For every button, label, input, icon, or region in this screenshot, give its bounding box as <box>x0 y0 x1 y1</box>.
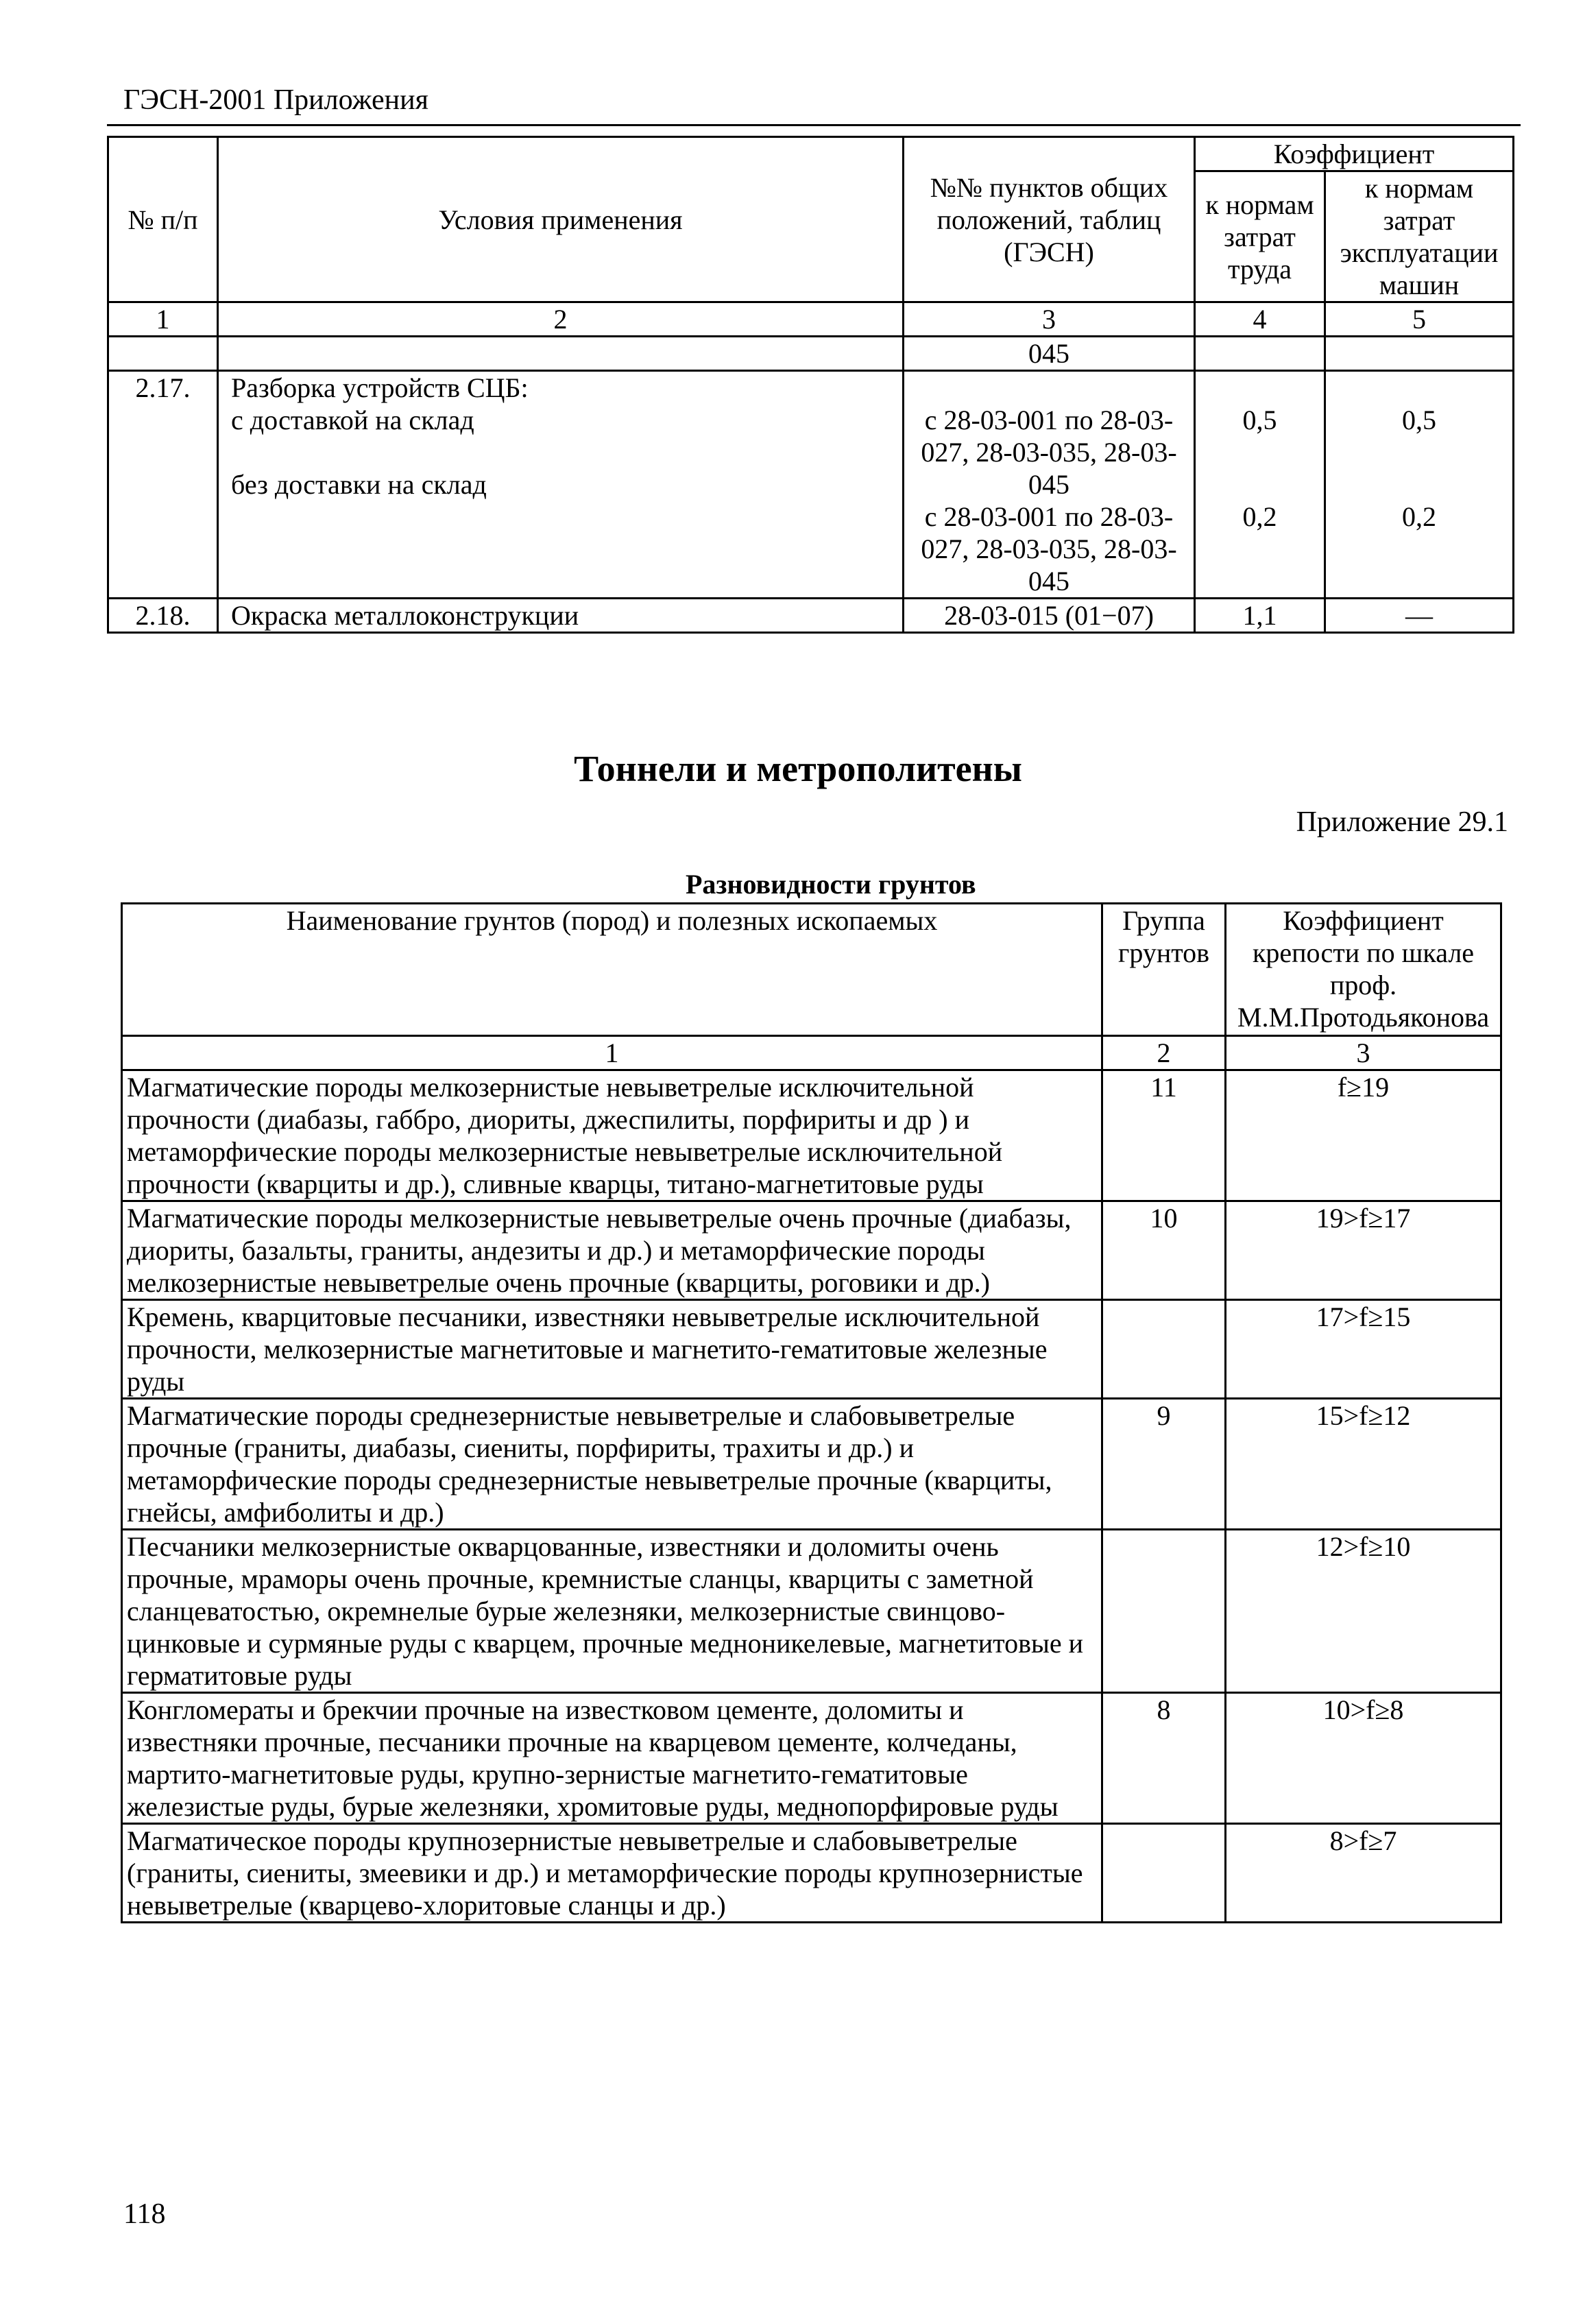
header-conditions: Условия применения <box>218 137 904 302</box>
soil-name: Магматические породы среднезернистые невыветрелые и слабовыветрелые прочные (граниты, диабазы, сиениты, порфириты, трахиты и др.) и метаморфические породы среднезернистые невыветрелые прочные (кварциты, гнейсы, амфиболиты и др.) <box>122 1399 1102 1530</box>
row-title: Окраска металлоконструкции <box>218 599 904 633</box>
table-row <box>122 1201 1501 1300</box>
soil-group <box>1102 1530 1226 1693</box>
running-head: ГЭСН-2001 Приложения <box>123 84 428 116</box>
table-row <box>122 1824 1501 1923</box>
appendix-label: Приложение 29.1 <box>1296 806 1508 838</box>
header-name: Наименование грунтов (пород) и полезных ископаемых <box>122 904 1102 1036</box>
table-row <box>108 599 1514 633</box>
table-row <box>108 337 1514 371</box>
hardness-coefficient: 10>f≥8 <box>1226 1693 1501 1824</box>
sub-label: без доставки на склад <box>231 469 487 500</box>
column-number-row <box>122 1036 1501 1070</box>
row-number: 2.18. <box>108 599 218 633</box>
soil-name: Магматическое породы крупнозернистые невыветрелые и слабовыветрелые (граниты, сиениты, змеевики и др.) и метаморфические породы крупнозернистые невыветрелые (кварцево-хлоритовые сланцы и др.) <box>122 1824 1102 1923</box>
soil-group: 10 <box>1102 1201 1226 1300</box>
header-coef-machines: к нормам затрат эксплуатации машин <box>1325 171 1514 302</box>
soil-name: Конгломераты и брекчии прочные на известковом цементе, доломиты и известняки прочные, песчаники прочные на кварцевом цементе, колчеданы, мартито-магнетитовые руды, крупно-зернистые магнетито-гематитовые железистые руды, бурые железняки, хромитовые руды, меднопорфировые руды <box>122 1693 1102 1824</box>
sub-ref: с 28-03-001 по 28-03-027, 28-03-035, 28-03-045 <box>921 405 1177 500</box>
header-refs: №№ пунктов общих положений, таблиц (ГЭСН) <box>904 137 1195 302</box>
soil-group: 8 <box>1102 1693 1226 1824</box>
hardness-coefficient: 17>f≥15 <box>1226 1300 1501 1399</box>
column-number: 3 <box>904 302 1195 337</box>
table-row <box>122 1300 1501 1399</box>
table-row <box>122 1399 1501 1530</box>
soil-types-table <box>121 902 1502 1923</box>
column-number: 4 <box>1195 302 1325 337</box>
coef-machines: — <box>1325 599 1514 633</box>
coef-labor: 0,2 <box>1242 501 1277 532</box>
hardness-coefficient: 15>f≥12 <box>1226 1399 1501 1530</box>
column-number: 1 <box>108 302 218 337</box>
soil-group <box>1102 1824 1226 1923</box>
coef-labor: 1,1 <box>1195 599 1325 633</box>
hardness-coefficient: f≥19 <box>1226 1070 1501 1201</box>
column-number-row <box>108 302 1514 337</box>
table-header-row <box>108 137 1514 171</box>
table-caption: Разновидности грунтов <box>686 869 976 900</box>
header-coef-labor: к нормам затрат труда <box>1195 171 1325 302</box>
soil-group: 11 <box>1102 1070 1226 1201</box>
column-number: 3 <box>1226 1036 1501 1070</box>
row-ref: 28-03-015 (01−07) <box>904 599 1195 633</box>
header-rule <box>107 124 1521 126</box>
column-number: 2 <box>218 302 904 337</box>
soil-name: Магматические породы мелкозернистые невыветрелые исключительной прочности (диабазы, габбро, диориты, джеспилиты, порфириты и др ) и метаморфические породы мелкозернистые невыветрелые исключительной прочности (кварциты и др.), сливные кварцы, титано-магнетитовые руды <box>122 1070 1102 1201</box>
header-num: № п/п <box>108 137 218 302</box>
section-title: Тоннели и метрополитены <box>574 748 1022 789</box>
conditions-table <box>107 136 1514 634</box>
row-title: Разборка устройств СЦБ: <box>231 372 529 403</box>
table-row <box>122 1070 1501 1201</box>
hardness-coefficient: 19>f≥17 <box>1226 1201 1501 1300</box>
row-number: 2.17. <box>108 371 218 599</box>
continued-ref: 045 <box>904 337 1195 371</box>
soil-group <box>1102 1300 1226 1399</box>
sub-label: с доставкой на склад <box>231 405 474 435</box>
hardness-coefficient: 12>f≥10 <box>1226 1530 1501 1693</box>
table-row <box>122 1530 1501 1693</box>
coef-machines: 0,2 <box>1402 501 1436 532</box>
soil-name: Кремень, кварцитовые песчаники, известняки невыветрелые исключительной прочности, мелкозернистые магнетитовые и магнетито-гематитовые железные руды <box>122 1300 1102 1399</box>
coef-labor: 0,5 <box>1242 405 1277 435</box>
soil-name: Магматические породы мелкозернистые невыветрелые очень прочные (диабазы, диориты, базальты, граниты, андезиты и др.) и метаморфические породы мелкозернистые невыветрелые очень прочные (кварциты, роговики и др.) <box>122 1201 1102 1300</box>
column-number: 5 <box>1325 302 1514 337</box>
soil-group: 9 <box>1102 1399 1226 1530</box>
coef-machines: 0,5 <box>1402 405 1436 435</box>
table-header-row <box>122 904 1501 1036</box>
soil-name: Песчаники мелкозернистые окварцованные, известняки и доломиты очень прочные, мраморы очень прочные, кремнистые сланцы, кварциты с заметной сланцеватостью, окремнелые бурые железняки, мелкозернистые свинцово-цинковые и сурмяные руды с кварцем, прочные медноникелевые, магнетитовые и герматитовые руды <box>122 1530 1102 1693</box>
header-coef: Коэффициент крепости по шкале проф. М.М.Протодьяконова <box>1226 904 1501 1036</box>
table-row <box>122 1693 1501 1824</box>
column-number: 2 <box>1102 1036 1226 1070</box>
header-group: Группа грунтов <box>1102 904 1226 1036</box>
hardness-coefficient: 8>f≥7 <box>1226 1824 1501 1923</box>
sub-ref: с 28-03-001 по 28-03-027, 28-03-035, 28-03-045 <box>921 501 1177 597</box>
page-number: 118 <box>123 2198 166 2230</box>
header-coefficient: Коэффициент <box>1195 137 1514 171</box>
table-row <box>108 371 1514 599</box>
column-number: 1 <box>122 1036 1102 1070</box>
